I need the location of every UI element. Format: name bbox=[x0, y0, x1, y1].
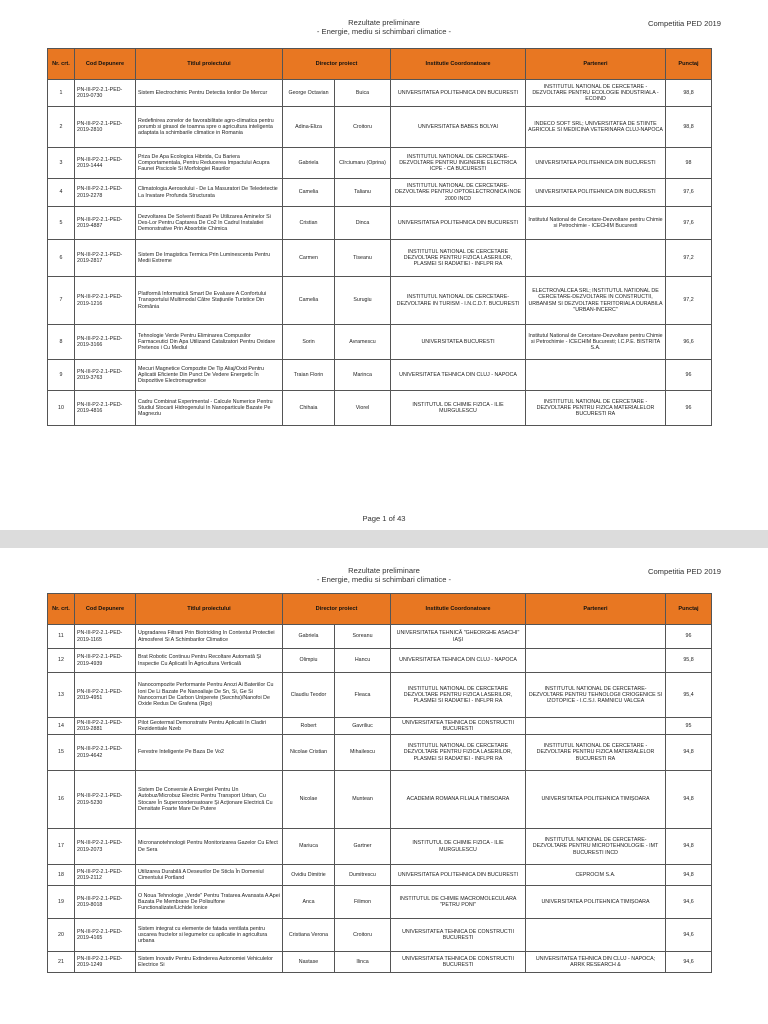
table-row bbox=[48, 718, 712, 735]
row-cod: PN-III-P2-2.1-PED-2019-4939 bbox=[75, 649, 136, 673]
table-row bbox=[48, 391, 712, 426]
row-punctaj: 94,6 bbox=[666, 952, 712, 973]
row-institutie: INSTITUTUL NATIONAL DE CERCETARE DEZVOLTARE PENTRU FIZICA LASERILOR, PLASMEI SI RADIATIEI - INFLPR RA bbox=[391, 673, 526, 718]
table-row bbox=[48, 735, 712, 771]
row-parteneri: Institutul National de Cercetare-Dezvoltare pentru Chimie si Petrochimie - ICECHIM Bucuresti; I.C.P.E. BISTRITA S.A. bbox=[526, 325, 666, 360]
table-row bbox=[48, 277, 712, 325]
row-nr: 13 bbox=[48, 673, 75, 718]
row-titlu: O Noua Tehnologie „Verde" Pentru Tratarea Avansata A Apei Bazata Pe Membrane De Polisulfone Functionalizate/Lichide Ionice bbox=[136, 886, 283, 919]
row-cod: PN-III-P2-2.1-PED-2019-4816 bbox=[75, 391, 136, 426]
row-nr: 11 bbox=[48, 625, 75, 649]
table-row bbox=[48, 148, 712, 179]
row-institutie: ACADEMIA ROMANA FILIALA TIMISOARA bbox=[391, 771, 526, 829]
row-director-nume: Avramescu bbox=[335, 325, 391, 360]
competition-label: Competitia PED 2019 bbox=[647, 19, 721, 28]
row-cod: PN-III-P2-2.1-PED-2019-2810 bbox=[75, 107, 136, 148]
header-title: Rezultate preliminare bbox=[348, 566, 420, 575]
row-director-nume: Dumitrescu bbox=[335, 865, 391, 886]
col-parteneri: Parteneri bbox=[526, 49, 666, 80]
row-director-nume: Soreanu bbox=[335, 625, 391, 649]
row-director-prenume: Adina-Eliza bbox=[283, 107, 335, 148]
row-nr: 1 bbox=[48, 80, 75, 107]
row-punctaj: 94,8 bbox=[666, 829, 712, 865]
row-director-nume: Tiseanu bbox=[335, 240, 391, 277]
row-director-nume: Marinca bbox=[335, 360, 391, 391]
table-row bbox=[48, 325, 712, 360]
row-punctaj: 96 bbox=[666, 360, 712, 391]
row-institutie: INSTITUTUL NATIONAL DE CERCETARE DEZVOLTARE PENTRU FIZICA LASERILOR, PLASMEI SI RADIATIEI - INFLPR RA bbox=[391, 735, 526, 771]
row-punctaj: 94,8 bbox=[666, 771, 712, 829]
row-titlu: Ferestre Inteligente Pe Baza De Vo2 bbox=[136, 735, 283, 771]
row-nr: 20 bbox=[48, 919, 75, 952]
row-director-prenume: Chihaia bbox=[283, 391, 335, 426]
row-cod: PN-III-P2-2.1-PED-2019-5230 bbox=[75, 771, 136, 829]
table-row bbox=[48, 207, 712, 240]
row-parteneri: Institutul National de Cercetare-Dezvoltare pentru Chimie si Petrochimie - ICECHIM Bucuresti bbox=[526, 207, 666, 240]
row-punctaj: 97,6 bbox=[666, 207, 712, 240]
row-titlu: Utilizarea Durabilă A Deseurilor De Sticla În Domeniul Cimentului Portland bbox=[136, 865, 283, 886]
row-titlu: Redefinirea zonelor de favorabilitate agro-climatica pentru porumb si girasol de toamna spre o agricultura inteligenta adaptata la schimbarile climatice in Romania bbox=[136, 107, 283, 148]
competition-label: Competitia PED 2019 bbox=[647, 567, 721, 576]
col-nr: Nr. crt. bbox=[48, 594, 75, 625]
row-nr: 2 bbox=[48, 107, 75, 148]
col-cod: Cod Depunere bbox=[75, 49, 136, 80]
row-nr: 8 bbox=[48, 325, 75, 360]
row-punctaj: 98,8 bbox=[666, 107, 712, 148]
row-parteneri: INSTITUTUL NATIONAL DE CERCETARE-DEZVOLTARE PENTRU MICROTEHNOLOGIE - IMT BUCURESTI INCD bbox=[526, 829, 666, 865]
row-punctaj: 97,2 bbox=[666, 240, 712, 277]
row-nr: 6 bbox=[48, 240, 75, 277]
row-director-nume: Croitoru bbox=[335, 107, 391, 148]
row-institutie: INSTITUTUL DE CHIMIE FIZICA - ILIE MURGULESCU bbox=[391, 829, 526, 865]
table-row bbox=[48, 952, 712, 973]
row-parteneri: UNIVERSITATEA POLITEHNICA TIMIȘOARA bbox=[526, 771, 666, 829]
col-punctaj: Punctaj bbox=[666, 594, 712, 625]
row-director-prenume: Ovidiu Dimitrie bbox=[283, 865, 335, 886]
row-director-nume: Muntean bbox=[335, 771, 391, 829]
table-body bbox=[48, 80, 712, 426]
row-nr: 14 bbox=[48, 718, 75, 735]
row-punctaj: 96 bbox=[666, 625, 712, 649]
row-institutie: UNIVERSITATEA TEHNICA DE CONSTRUCTII BUCURESTI bbox=[391, 952, 526, 973]
row-nr: 17 bbox=[48, 829, 75, 865]
row-director-prenume: Claudiu Teodor bbox=[283, 673, 335, 718]
row-cod: PN-III-P2-2.1-PED-2019-3166 bbox=[75, 325, 136, 360]
row-institutie: UNIVERSITATEA TEHNICA DIN CLUJ - NAPOCA bbox=[391, 649, 526, 673]
row-director-nume: Mihailescu bbox=[335, 735, 391, 771]
row-cod: PN-III-P2-2.1-PED-2019-1444 bbox=[75, 148, 136, 179]
row-nr: 5 bbox=[48, 207, 75, 240]
table-row bbox=[48, 107, 712, 148]
row-cod: PN-III-P2-2.1-PED-2019-1165 bbox=[75, 625, 136, 649]
results-table bbox=[47, 48, 712, 426]
row-titlu: Mecuri Magnetice Compozite De Tip Aliaj/Oxid Pentru Aplicatii Eficiente Din Punct De Vedere Energetic În Dispozitive Electromagnetice bbox=[136, 360, 283, 391]
col-nr: Nr. crt. bbox=[48, 49, 75, 80]
row-parteneri bbox=[526, 718, 666, 735]
row-parteneri: INSTITUTUL NATIONAL DE CERCETARE-DEZVOLTARE PENTRU TEHNOLOGII CRIOGENICE SI IZOTOPICE - I.C.S.I. RAMNICU VALCEA bbox=[526, 673, 666, 718]
row-titlu: Tehnologie Verde Pentru Eliminarea Compusilor Farmaceutici Din Apa Utilizand Catalizatori Pentru Oxidare Pretenos i Cu Mediul bbox=[136, 325, 283, 360]
row-director-nume: Cîrciumaru (Oprina) bbox=[335, 148, 391, 179]
row-director-prenume: Traian Florin bbox=[283, 360, 335, 391]
row-cod: PN-III-P2-2.1-PED-2019-2881 bbox=[75, 718, 136, 735]
row-director-nume: Surugiu bbox=[335, 277, 391, 325]
row-director-prenume: Olimpiu bbox=[283, 649, 335, 673]
row-director-nume: Ilinca bbox=[335, 952, 391, 973]
row-institutie: UNIVERSITATEA POLITEHNICA DIN BUCURESTI bbox=[391, 865, 526, 886]
row-director-prenume: Sorin bbox=[283, 325, 335, 360]
row-punctaj: 96 bbox=[666, 391, 712, 426]
row-punctaj: 98,8 bbox=[666, 80, 712, 107]
row-director-prenume: Cristiana Verona bbox=[283, 919, 335, 952]
table-row bbox=[48, 625, 712, 649]
row-parteneri: CEPROCIM S.A. bbox=[526, 865, 666, 886]
row-cod: PN-III-P2-2.1-PED-2019-0730 bbox=[75, 80, 136, 107]
table-row bbox=[48, 771, 712, 829]
row-titlu: Cadru Combinat Experimental - Calcule Numerice Pentru Studiul Stocarii Hidrogenului In Nanoparticule Bazate Pe Magneziu bbox=[136, 391, 283, 426]
row-titlu: Sistem Inovativ Pentru Extinderea Autonomiei Vehiculelor Electrice Si bbox=[136, 952, 283, 973]
row-institutie: UNIVERSITATEA TEHNICA DIN CLUJ - NAPOCA bbox=[391, 360, 526, 391]
row-director-prenume: Robert bbox=[283, 718, 335, 735]
header-subtitle: - Energie, mediu si schimbari climatice - bbox=[316, 575, 452, 584]
row-director-nume: Gartner bbox=[335, 829, 391, 865]
row-titlu: Priza De Apa Ecologica Hibrida, Cu Bariera Comportamentala, Pentru Reducerea Impactului Acupra Faunei Piscicole Si Morfologiei Raurilor bbox=[136, 148, 283, 179]
row-titlu: Dezvoltarea De Solventi Bazati Pe Utilizarea Aminelor Si Des-Lor Pentru Captarea De Co2 In Cadrul Instalatiei Demonstrative Prin Absorbtie Chimica bbox=[136, 207, 283, 240]
row-parteneri: INSTITUTUL NATIONAL DE CERCETARE - DEZVOLTARE PENTRU FIZICA MATERIALELOR BUCURESTI RA bbox=[526, 735, 666, 771]
row-director-prenume: Camelia bbox=[283, 179, 335, 207]
row-institutie: UNIVERSITATEA TEHNICA DE CONSTRUCTII BUCURESTI bbox=[391, 718, 526, 735]
row-cod: PN-III-P2-2.1-PED-2019-3763 bbox=[75, 360, 136, 391]
row-parteneri: UNIVERSITATEA POLITEHNICA DIN BUCURESTI bbox=[526, 179, 666, 207]
page-footer: Page 1 of 43 bbox=[362, 514, 406, 523]
row-institutie: INSTITUTUL NATIONAL DE CERCETARE-DEZVOLTARE IN TURISM - I.N.C.D.T. BUCURESTI bbox=[391, 277, 526, 325]
row-punctaj: 96,6 bbox=[666, 325, 712, 360]
row-director-nume: Hancu bbox=[335, 649, 391, 673]
row-cod: PN-III-P2-2.1-PED-2019-4165 bbox=[75, 919, 136, 952]
row-director-prenume: Carmen bbox=[283, 240, 335, 277]
row-director-prenume: Gabriela bbox=[283, 625, 335, 649]
row-cod: PN-III-P2-2.1-PED-2019-4642 bbox=[75, 735, 136, 771]
row-director-prenume: Camelia bbox=[283, 277, 335, 325]
row-director-prenume: George Octavian bbox=[283, 80, 335, 107]
table-header-row bbox=[48, 594, 712, 625]
row-nr: 21 bbox=[48, 952, 75, 973]
row-parteneri: UNIVERSITATEA POLITEHNICA DIN BUCURESTI bbox=[526, 148, 666, 179]
row-cod: PN-III-P2-2.1-PED-2019-8018 bbox=[75, 886, 136, 919]
table-row bbox=[48, 80, 712, 107]
col-institutie: Institutie Coordonatoare bbox=[391, 49, 526, 80]
row-punctaj: 97,6 bbox=[666, 179, 712, 207]
table-row bbox=[48, 240, 712, 277]
row-institutie: INSTITUTUL NATIONAL DE CERCETARE-DEZVOLTARE PENTRU OPTOELECTRONICA INOE 2000 INCD bbox=[391, 179, 526, 207]
row-parteneri: ELECTROVALCEA SRL; INSTITUTUL NATIONAL DE CERCETARE-DEZVOLTARE IN CONSTRUCTII, URBANISM SI DEZVOLTARE TERITORIALA DURABILA "URBAN-INCERC" bbox=[526, 277, 666, 325]
row-titlu: Nanocompozite Performante Pentru Anozi Ai Bateriilor Cu Ioni De Li Bazate Pe Nanoaliaje De Sn, Si, Ge Si Nanocornuri De Carbon Uniperete (Swcnhs)/Nanofoi De Oxide Redus De Grafena (Rgo) bbox=[136, 673, 283, 718]
row-institutie: INSTITUTUL NATIONAL DE CERCETARE-DEZVOLTARE PENTRU INGINERIE ELECTRICA ICPE - CA BUCURESTI bbox=[391, 148, 526, 179]
row-punctaj: 94,8 bbox=[666, 865, 712, 886]
row-nr: 12 bbox=[48, 649, 75, 673]
row-parteneri bbox=[526, 649, 666, 673]
row-titlu: Brat Robotic Continuu Pentru Recoltare Automată Și Inspectie Cu Aplicatii În Agricultura Verticală bbox=[136, 649, 283, 673]
row-punctaj: 94,6 bbox=[666, 919, 712, 952]
page-gap bbox=[0, 530, 768, 548]
row-institutie: UNIVERSITATEA BUCURESTI bbox=[391, 325, 526, 360]
row-institutie: UNIVERSITATEA BABES BOLYAI bbox=[391, 107, 526, 148]
col-director: Director proiect bbox=[283, 49, 391, 80]
header-subtitle: - Energie, mediu si schimbari climatice - bbox=[316, 27, 452, 36]
row-punctaj: 98 bbox=[666, 148, 712, 179]
table-row bbox=[48, 360, 712, 391]
row-institutie: UNIVERSITATEA POLITEHNICA DIN BUCURESTI bbox=[391, 207, 526, 240]
row-parteneri: UNIVERSITATEA POLITEHNICA TIMIȘOARA bbox=[526, 886, 666, 919]
row-nr: 10 bbox=[48, 391, 75, 426]
row-director-prenume: Mariuca bbox=[283, 829, 335, 865]
row-cod: PN-III-P2-2.1-PED-2019-2817 bbox=[75, 240, 136, 277]
row-director-nume: Gavriliuc bbox=[335, 718, 391, 735]
row-director-prenume: Nastase bbox=[283, 952, 335, 973]
table-row bbox=[48, 886, 712, 919]
row-director-nume: Filimon bbox=[335, 886, 391, 919]
row-director-prenume: Nicolae Cristian bbox=[283, 735, 335, 771]
row-nr: 15 bbox=[48, 735, 75, 771]
row-titlu: Sistem Electrochimic Pentru Detectia Ionilor De Mercur bbox=[136, 80, 283, 107]
row-titlu: Pilot Geotermal Demonstrativ Pentru Aplicatii In Cladiri Rezidentiale Nzeb bbox=[136, 718, 283, 735]
row-nr: 19 bbox=[48, 886, 75, 919]
row-parteneri: UNIVERSITATEA TEHNICA DIN CLUJ - NAPOCA; ARRK RESEARCH & bbox=[526, 952, 666, 973]
row-cod: PN-III-P2-2.1-PED-2019-2112 bbox=[75, 865, 136, 886]
row-punctaj: 97,2 bbox=[666, 277, 712, 325]
row-director-prenume: Anca bbox=[283, 886, 335, 919]
table-row bbox=[48, 919, 712, 952]
col-titlu: Titlul proiectului bbox=[136, 49, 283, 80]
row-parteneri: INSTITUTUL NATIONAL DE CERCETARE - DEZVOLTARE PENTRU ECOLOGIE INDUSTRIALA - ECOIND bbox=[526, 80, 666, 107]
row-punctaj: 95,8 bbox=[666, 649, 712, 673]
row-nr: 16 bbox=[48, 771, 75, 829]
row-director-nume: Viorel bbox=[335, 391, 391, 426]
col-cod: Cod Depunere bbox=[75, 594, 136, 625]
row-parteneri bbox=[526, 240, 666, 277]
row-director-nume: Dinca bbox=[335, 207, 391, 240]
row-parteneri: INSTITUTUL NATIONAL DE CERCETARE - DEZVOLTARE PENTRU FIZICA MATERIALELOR BUCURESTI RA bbox=[526, 391, 666, 426]
row-director-prenume: Nicolae bbox=[283, 771, 335, 829]
row-nr: 4 bbox=[48, 179, 75, 207]
row-cod: PN-III-P2-2.1-PED-2019-4887 bbox=[75, 207, 136, 240]
row-cod: PN-III-P2-2.1-PED-2019-1216 bbox=[75, 277, 136, 325]
row-nr: 18 bbox=[48, 865, 75, 886]
row-institutie: UNIVERSITATEA TEHNICA DE CONSTRUCTII BUCURESTI bbox=[391, 919, 526, 952]
row-cod: PN-III-P2-2.1-PED-2019-2278 bbox=[75, 179, 136, 207]
row-titlu: Sistem De Imagistica Termica Prin Luminescenta Pentru Medii Extreme bbox=[136, 240, 283, 277]
row-institutie: UNIVERSITATEA POLITEHNICA DIN BUCURESTI bbox=[391, 80, 526, 107]
col-director: Director proiect bbox=[283, 594, 391, 625]
row-institutie: INSTITUTUL NATIONAL DE CERCETARE DEZVOLTARE PENTRU FIZICA LASERILOR, PLASMEI SI RADIATIEI - INFLPR RA bbox=[391, 240, 526, 277]
row-director-nume: Buica bbox=[335, 80, 391, 107]
results-table bbox=[47, 593, 712, 973]
col-titlu: Titlul proiectului bbox=[136, 594, 283, 625]
row-parteneri bbox=[526, 625, 666, 649]
col-institutie: Institutie Coordonatoare bbox=[391, 594, 526, 625]
row-cod: PN-III-P2-2.1-PED-2019-4951 bbox=[75, 673, 136, 718]
table-header-row bbox=[48, 49, 712, 80]
table-body bbox=[48, 625, 712, 973]
row-punctaj: 94,6 bbox=[666, 886, 712, 919]
row-titlu: Sistem De Conversie A Energiei Pentru Un Autobuz/Microbuz Electric Pentru Transport Urban, Cu Stocare În Supercondensatoare Și Acționare Electrică Cu Densitate Foarte Mare De Putere bbox=[136, 771, 283, 829]
row-titlu: Climatologia Aerosolului - De La Masuratori De Teledetectie La Invatare Profunda Structurata bbox=[136, 179, 283, 207]
row-titlu: Sistem integrat cu elemente de fatada ventilata pentru uscarea fructelor si legumelor cu aplicatie in agricultura urbana bbox=[136, 919, 283, 952]
row-titlu: Micronanotehnologii Pentru Monitorizarea Gazelor Cu Efect De Sera bbox=[136, 829, 283, 865]
row-titlu: Platformă Informatică Smart De Evaluare A Confortului Transportului Multimodal Către Stațiunile Turistice Din România bbox=[136, 277, 283, 325]
row-director-prenume: Cristian bbox=[283, 207, 335, 240]
table-row bbox=[48, 673, 712, 718]
row-parteneri bbox=[526, 919, 666, 952]
row-punctaj: 95,4 bbox=[666, 673, 712, 718]
pdf-page-2 bbox=[0, 548, 768, 1024]
row-director-nume: Croitoru bbox=[335, 919, 391, 952]
col-punctaj: Punctaj bbox=[666, 49, 712, 80]
row-cod: PN-III-P2-2.1-PED-2019-1249 bbox=[75, 952, 136, 973]
header-title: Rezultate preliminare bbox=[348, 18, 420, 27]
row-cod: PN-III-P2-2.1-PED-2019-2073 bbox=[75, 829, 136, 865]
table-row bbox=[48, 865, 712, 886]
row-institutie: UNIVERSITATEA TEHNICĂ "GHEORGHE ASACHI" IAŞI bbox=[391, 625, 526, 649]
row-punctaj: 95 bbox=[666, 718, 712, 735]
col-parteneri: Parteneri bbox=[526, 594, 666, 625]
row-titlu: Upgradarea Filtrarii Prin Biotrickling In Contextul Protectiei Atmosferei Si A Schimbarilor Climatice bbox=[136, 625, 283, 649]
row-director-prenume: Gabriela bbox=[283, 148, 335, 179]
row-nr: 3 bbox=[48, 148, 75, 179]
row-punctaj: 94,8 bbox=[666, 735, 712, 771]
table-row bbox=[48, 179, 712, 207]
row-nr: 9 bbox=[48, 360, 75, 391]
row-parteneri: INDECO SOFT SRL; UNIVERSITATEA DE STIINTE AGRICOLE SI MEDICINA VETERINARA CLUJ-NAPOCA bbox=[526, 107, 666, 148]
row-director-nume: Talianu bbox=[335, 179, 391, 207]
row-director-nume: Fleaca bbox=[335, 673, 391, 718]
row-institutie: INSTITUTUL DE CHIMIE MACROMOLECULARA "PETRU PONI" bbox=[391, 886, 526, 919]
row-nr: 7 bbox=[48, 277, 75, 325]
row-parteneri bbox=[526, 360, 666, 391]
row-institutie: INSTITUTUL DE CHIMIE FIZICA - ILIE MURGULESCU bbox=[391, 391, 526, 426]
table-row bbox=[48, 649, 712, 673]
table-row bbox=[48, 829, 712, 865]
